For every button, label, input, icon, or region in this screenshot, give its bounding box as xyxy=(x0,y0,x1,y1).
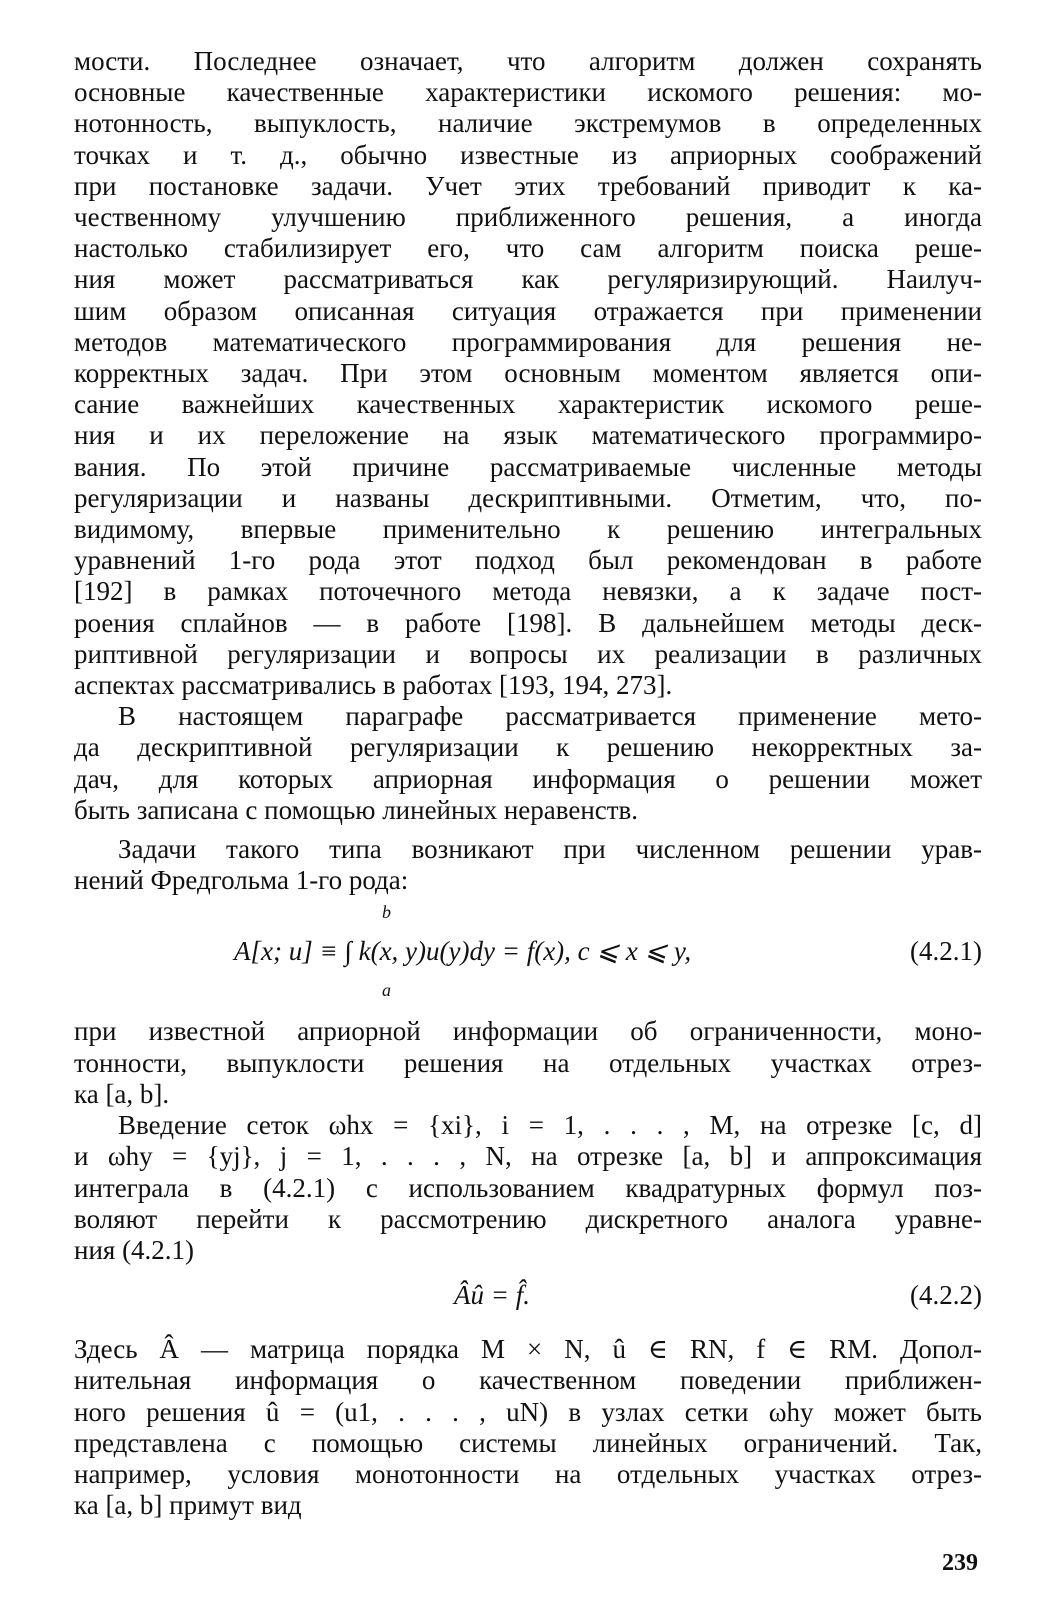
text-line: воляют перейти к рассмотрению дискретного аналога уравне- xyxy=(74,1203,982,1234)
text-line: ного решения û = (u1, . . . , uN) в узлах сетки ωhy может быть xyxy=(74,1396,982,1427)
text-line: [192] в рамках поточечного метода невязки, а к задаче пост- xyxy=(74,576,982,607)
text-line: роения сплайнов — в работе [198]. В дальнейшем методы деск- xyxy=(74,607,982,638)
text-line: аспектах рассматривались в работах [193, 194, 273]. xyxy=(74,670,673,701)
text-line: вания. По этой причине рассматриваемые численные методы xyxy=(74,451,982,482)
text-line: представлена с помощью системы линейных ограничений. Так, xyxy=(74,1427,982,1458)
paragraph-5 xyxy=(74,1110,982,1266)
text-line: основные качественные характеристики искомого решения: мо- xyxy=(74,77,982,108)
text-line: Задачи такого типа возникают при численном решении урав- xyxy=(118,834,982,865)
text-line: методов математического программирования для решения не- xyxy=(74,326,982,357)
text-line: шим образом описанная ситуация отражается при применении xyxy=(74,295,982,326)
text-line: ния и их переложение на язык математического программиро- xyxy=(74,420,982,451)
text-line: нотонность, выпуклость, наличие экстремумов в определенных xyxy=(74,108,982,139)
text-line: регуляризации и названы дескриптивными. Отметим, что, по- xyxy=(74,482,982,513)
text-line: В настоящем параграфе рассматривается применение мето- xyxy=(118,701,982,732)
text-line: мости. Последнее означает, что алгоритм должен сохранять xyxy=(74,46,982,76)
equation-number: (4.2.1) xyxy=(910,936,982,967)
integral-upper-limit: b xyxy=(382,902,391,923)
paragraph-4 xyxy=(74,1016,982,1110)
text-line: ния может рассматриваться как регуляризирующий. Наилуч- xyxy=(74,264,982,295)
paragraph-1 xyxy=(74,46,982,701)
text-line: ка [a, b]. xyxy=(74,1078,170,1109)
text-line: настолько стабилизирует его, что сам алгоритм поиска реше- xyxy=(74,233,982,264)
text-line: например, условия монотонности на отдельных участках отрез- xyxy=(74,1458,982,1489)
paragraph-2 xyxy=(74,701,982,826)
text-line: ния (4.2.1) xyxy=(74,1234,195,1265)
text-line: при известной априорной информации об ограниченности, моно- xyxy=(74,1016,982,1047)
text-line: чественному улучшению приближенного решения, а иногда xyxy=(74,202,982,233)
paragraph-3 xyxy=(74,834,982,896)
text-line: тонности, выпуклости решения на отдельных участках отрез- xyxy=(74,1047,982,1078)
page-number: 239 xyxy=(942,1550,978,1576)
integral-lower-limit: a xyxy=(382,980,391,1001)
equation-number: (4.2.2) xyxy=(910,1280,982,1311)
text-line: дач, для которых априорная информация о решении может xyxy=(74,763,982,794)
text-line: точках и т. д., обычно известные из априорных соображений xyxy=(74,139,982,170)
text-line: при постановке задачи. Учет этих требований приводит к ка- xyxy=(74,170,982,201)
equation-4-2-2 xyxy=(74,1272,982,1328)
text-line: риптивной регуляризации и вопросы их реализации в различных xyxy=(74,638,982,669)
text-line: нений Фредгольма 1-го рода: xyxy=(74,865,409,896)
text-line: и ωhy = {yj}, j = 1, . . . , N, на отрезке [a, b] и аппроксимация xyxy=(74,1141,982,1172)
equation-4-2-1 xyxy=(74,902,982,1006)
text-line: ка [a, b] примут вид xyxy=(74,1490,302,1521)
text-line: корректных задач. При этом основным моментом является опи- xyxy=(74,358,982,389)
text-line: Введение сеток ωhx = {xi}, i = 1, . . . , M, на отрезке [c, d] xyxy=(118,1110,982,1141)
text-line: да дескриптивной регуляризации к решению некорректных за- xyxy=(74,732,982,763)
equation-body: Âû = f̂. xyxy=(454,1280,530,1311)
text-line: сание важнейших качественных характеристик искомого реше- xyxy=(74,389,982,420)
page-body xyxy=(74,46,982,1521)
text-line: быть записана с помощью линейных неравенств. xyxy=(74,794,639,825)
text-line: уравнений 1-го рода этот подход был рекомендован в работе xyxy=(74,545,982,576)
text-line: видимому, впервые применительно к решению интегральных xyxy=(74,514,982,545)
equation-body: A[x; u] ≡ ∫ k(x, y)u(y)dy = f(x), c ⩽ x ⩽ y, xyxy=(234,936,692,967)
text-line: нительная информация о качественном поведении приближен- xyxy=(74,1365,982,1396)
text-line: Здесь Â — матрица порядка M × N, û ∈ RN, f ∈ RM. Допол- xyxy=(74,1334,982,1365)
paragraph-6 xyxy=(74,1334,982,1521)
text-line: интеграла в (4.2.1) с использованием квадратурных формул поз- xyxy=(74,1172,982,1203)
